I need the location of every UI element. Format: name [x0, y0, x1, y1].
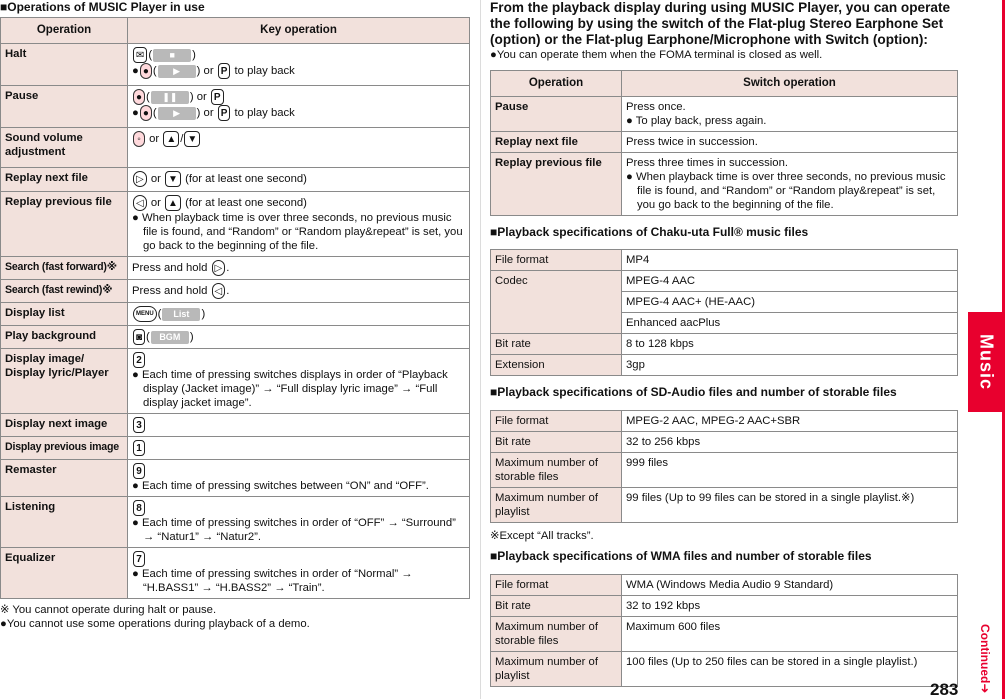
spec-label: File format: [491, 575, 622, 596]
op-keys: Press and hold ▷ .: [128, 257, 470, 280]
wma-table: [490, 574, 958, 687]
spec-value: 999 files: [622, 453, 958, 488]
section-title-sd: ■Playback specifications of SD-Audio files and number of storable files: [490, 385, 897, 399]
op-desc: Press twice in succession.: [622, 132, 958, 153]
table-row: [1, 303, 470, 326]
op-desc: [622, 153, 958, 216]
table-row: [1, 326, 470, 349]
op-keys: [128, 548, 470, 599]
op-keys: ✉ ( ■ ) ● ● ( ▶ ) or P to play back: [128, 44, 470, 86]
op-keys: [128, 497, 470, 548]
bullet-text: Each time of pressing switches displays in order of “Playback display (Jacket image)” → “Full display lyric image” → “Full display jacket image”.: [141, 369, 448, 409]
op-label: Replay previous file: [1, 192, 128, 257]
side-key-icon: P: [218, 63, 231, 79]
spec-label: Maximum number of storable files: [491, 453, 622, 488]
bullet-text: When playback time is over three seconds, no previous music file is found, and “Random” or “Random play&repeat” is set, you go back to the beginning of the file.: [635, 171, 946, 211]
up-key-icon: ▲: [165, 195, 181, 211]
table-row: [1, 349, 470, 414]
or-text: or: [150, 172, 161, 185]
side-key-icon: P: [211, 89, 224, 105]
header-operation: Operation: [1, 18, 128, 44]
bullet-note: ● To play back, press again.: [626, 115, 767, 127]
op-label: Replay previous file: [491, 153, 622, 216]
chaku-table: [490, 249, 958, 376]
spec-value: 3gp: [622, 355, 958, 376]
table-row: [1, 192, 470, 257]
left-column: [0, 0, 470, 631]
duration-text: (for at least one second): [185, 196, 307, 209]
op-label: Replay next file: [491, 132, 622, 153]
center-key-icon: ●: [140, 105, 152, 121]
spec-value: MPEG-4 AAC: [622, 271, 958, 292]
play-softkey-icon: ▶: [158, 65, 196, 78]
press-hold-text: Press and hold: [132, 261, 208, 274]
op-label: Search (fast forward)※: [1, 257, 128, 280]
intro-text: From the playback display during using MUSIC Player, you can operate the following by using the switch of the Flat-plug Stereo Earphone Set (option) or the Flat-plug Earphone/Microphone with Switch (option):: [490, 0, 951, 47]
table-row: [491, 453, 958, 488]
num-key-7-icon: 7: [133, 551, 145, 567]
play-softkey-icon: ▶: [158, 107, 196, 120]
spec-label: File format: [491, 411, 622, 432]
spec-value: 32 to 256 kbps: [622, 432, 958, 453]
num-key-3-icon: 3: [133, 417, 145, 433]
spec-label: Maximum number of playlist: [491, 488, 622, 523]
spec-value: 32 to 192 kbps: [622, 596, 958, 617]
intro-note: ●You can operate them when the FOMA terminal is closed as well.: [490, 49, 823, 61]
duration-text: (for at least one second): [185, 172, 307, 185]
op-label: Display image/ Display lyric/Player: [1, 349, 128, 414]
or-text: or: [149, 132, 160, 145]
header-switch-operation: Switch operation: [622, 71, 958, 97]
table-row: [491, 355, 958, 376]
bgm-softkey: BGM: [151, 331, 189, 344]
spec-label: Bit rate: [491, 334, 622, 355]
op-keys: [128, 349, 470, 414]
spec-value: 99 files (Up to 99 files can be stored in a single playlist.※): [622, 488, 958, 523]
sd-note: ※Except “All tracks”.: [490, 530, 594, 542]
or-text: or: [150, 196, 161, 209]
op-keys: [128, 414, 470, 437]
bullet-text: To play back, press again.: [635, 115, 767, 127]
op-label: Pause: [491, 97, 622, 132]
op-keys: [128, 128, 470, 168]
table-row: [491, 132, 958, 153]
arrow-right-icon: ➜: [978, 683, 992, 694]
bullet-note: ● When playback time is over three seconds, no previous music file is found, and “Random” or “Random play&repeat” is set, you go back to the beginning of the file.: [626, 171, 946, 211]
table-row: [1, 128, 470, 168]
op-keys: MENU ( List ): [128, 303, 470, 326]
table-row: [1, 168, 470, 192]
table-row: [491, 411, 958, 432]
note-demo: ●You cannot use some operations during playback of a demo.: [0, 618, 310, 630]
pause-softkey-icon: ❚❚: [151, 91, 189, 104]
stop-softkey-icon: ■: [153, 49, 191, 62]
left-key-icon: ◁: [133, 195, 147, 211]
op-label: Remaster: [1, 460, 128, 497]
continued-text: Continued: [978, 624, 992, 684]
op-keys: ◙ ( BGM ): [128, 326, 470, 349]
bullet-dot-icon: ●: [132, 106, 139, 119]
table-row: [1, 280, 470, 303]
section-title-operations: ■Operations of MUSIC Player in use: [0, 0, 205, 14]
op-label: Display next image: [1, 414, 128, 437]
right-key-icon: ▷: [212, 260, 226, 276]
continued-indicator: [968, 624, 992, 694]
table-row: [491, 617, 958, 652]
note-halt-pause: ※ You cannot operate during halt or pause.: [0, 604, 217, 616]
op-keys: [128, 437, 470, 460]
num-key-9-icon: 9: [133, 463, 145, 479]
spec-value: MPEG-4 AAC+ (HE-AAC): [622, 292, 958, 313]
spec-value: MPEG-2 AAC, MPEG-2 AAC+SBR: [622, 411, 958, 432]
down-key-icon: ▼: [184, 131, 200, 147]
center-key-icon: ●: [140, 63, 152, 79]
list-softkey: List: [162, 308, 200, 321]
table-row: [1, 437, 470, 460]
table-row: [491, 488, 958, 523]
section-title-wma: ■Playback specifications of WMA files and number of storable files: [490, 549, 872, 563]
op-keys: [128, 168, 470, 192]
spec-value: MP4: [622, 250, 958, 271]
desc-text: Press once.: [626, 101, 686, 113]
right-key-icon: ▷: [133, 171, 147, 187]
play-back-text: to play back: [234, 106, 295, 119]
table-header-row: [1, 18, 470, 44]
spec-label: Bit rate: [491, 596, 622, 617]
op-label: Pause: [1, 86, 128, 128]
bullet-note: ● Each time of pressing switches in order of “Normal” → “H.BASS1” → “H.BASS2” → “Train”.: [132, 568, 413, 594]
play-back-text: to play back: [234, 64, 295, 77]
table-row: [491, 432, 958, 453]
spec-value: 8 to 128 kbps: [622, 334, 958, 355]
table-row: [491, 652, 958, 687]
table-row: [1, 257, 470, 280]
bullet-note: ● Each time of pressing switches in order of “OFF” → “Surround” → “Natur1” → “Natur2”.: [132, 517, 456, 543]
op-desc: [622, 97, 958, 132]
updown-key-icon: ◦: [133, 131, 145, 147]
camera-key-icon: ◙: [133, 329, 145, 345]
table-row: [491, 97, 958, 132]
op-keys: [128, 192, 470, 257]
op-keys: Press and hold ◁ .: [128, 280, 470, 303]
op-label: Sound volume adjustment: [1, 128, 128, 168]
spec-label: Extension: [491, 355, 622, 376]
bullet-text: Each time of pressing switches in order of “Normal” → “H.BASS1” → “H.BASS2” → “Train”.: [141, 568, 413, 594]
op-label: Halt: [1, 44, 128, 86]
bullet-text: Each time of pressing switches between “ON” and “OFF”.: [141, 480, 429, 492]
bullet-text: Each time of pressing switches in order of “OFF” → “Surround” → “Natur1” → “Natur2”.: [141, 517, 456, 543]
op-label: Listening: [1, 497, 128, 548]
up-key-icon: ▲: [163, 131, 179, 147]
table-row: [1, 414, 470, 437]
spec-value: WMA (Windows Media Audio 9 Standard): [622, 575, 958, 596]
table-row: [1, 548, 470, 599]
bullet-text: When playback time is over three seconds, no previous music file is found, and “Random” or “Random play&repeat” is set, you go back to the beginning of the file.: [141, 212, 463, 252]
table-row: [1, 44, 470, 86]
table-row: [1, 86, 470, 128]
table-row: [491, 334, 958, 355]
side-key-icon: P: [218, 105, 231, 121]
spec-label: Maximum number of playlist: [491, 652, 622, 687]
op-label: Display list: [1, 303, 128, 326]
table-header-row: [491, 71, 958, 97]
down-key-icon: ▼: [165, 171, 181, 187]
num-key-8-icon: 8: [133, 500, 145, 516]
operations-table: [0, 17, 470, 599]
header-key-operation: Key operation: [128, 18, 470, 44]
table-row: [491, 250, 958, 271]
column-divider: [480, 0, 481, 699]
menu-key-icon: MENU: [133, 306, 157, 322]
op-label: Play background: [1, 326, 128, 349]
table-row: [1, 497, 470, 548]
op-label: Display previous image: [1, 437, 128, 460]
spec-value: 100 files (Up to 250 files can be stored in a single playlist.): [622, 652, 958, 687]
table-row: [1, 460, 470, 497]
table-row: [491, 271, 958, 292]
num-key-1-icon: 1: [133, 440, 145, 456]
op-keys: [128, 460, 470, 497]
table-row: [491, 596, 958, 617]
op-keys: ● ( ❚❚ ) or P ● ● ( ▶ ) or P to play back: [128, 86, 470, 128]
spec-label: Bit rate: [491, 432, 622, 453]
table-row: [491, 575, 958, 596]
center-key-icon: ●: [133, 89, 145, 105]
left-key-icon: ◁: [212, 283, 226, 299]
header-operation: Operation: [491, 71, 622, 97]
right-column: [490, 0, 958, 687]
op-label: Equalizer: [1, 548, 128, 599]
table-row: [491, 153, 958, 216]
num-key-2-icon: 2: [133, 352, 145, 368]
spec-value: Maximum 600 files: [622, 617, 958, 652]
switch-table: [490, 70, 958, 216]
op-label: Replay next file: [1, 168, 128, 192]
page-number: 283: [930, 680, 959, 699]
bullet-note: ● Each time of pressing switches displays in order of “Playback display (Jacket image)” → “Full display lyric image” → “Full display jacket image”.: [132, 369, 448, 409]
spec-label: File format: [491, 250, 622, 271]
spec-label: Maximum number of storable files: [491, 617, 622, 652]
chapter-tab-music: Music: [968, 312, 1004, 412]
sd-table: [490, 410, 958, 523]
bullet-note: ● When playback time is over three seconds, no previous music file is found, and “Random” or “Random play&repeat” is set, you go back to the beginning of the file.: [132, 212, 463, 252]
mail-key-icon: ✉: [133, 47, 147, 63]
bullet-dot-icon: ●: [132, 64, 139, 77]
desc-text: Press three times in succession.: [626, 157, 788, 169]
section-title-chaku: ■Playback specifications of Chaku-uta Full® music files: [490, 225, 809, 239]
spec-value: Enhanced aacPlus: [622, 313, 958, 334]
spec-label: Codec: [491, 271, 622, 334]
slash-text: /: [180, 132, 184, 145]
op-label: Search (fast rewind)※: [1, 280, 128, 303]
press-hold-text: Press and hold: [132, 284, 208, 297]
bullet-note: ● Each time of pressing switches between “ON” and “OFF”.: [132, 480, 429, 492]
